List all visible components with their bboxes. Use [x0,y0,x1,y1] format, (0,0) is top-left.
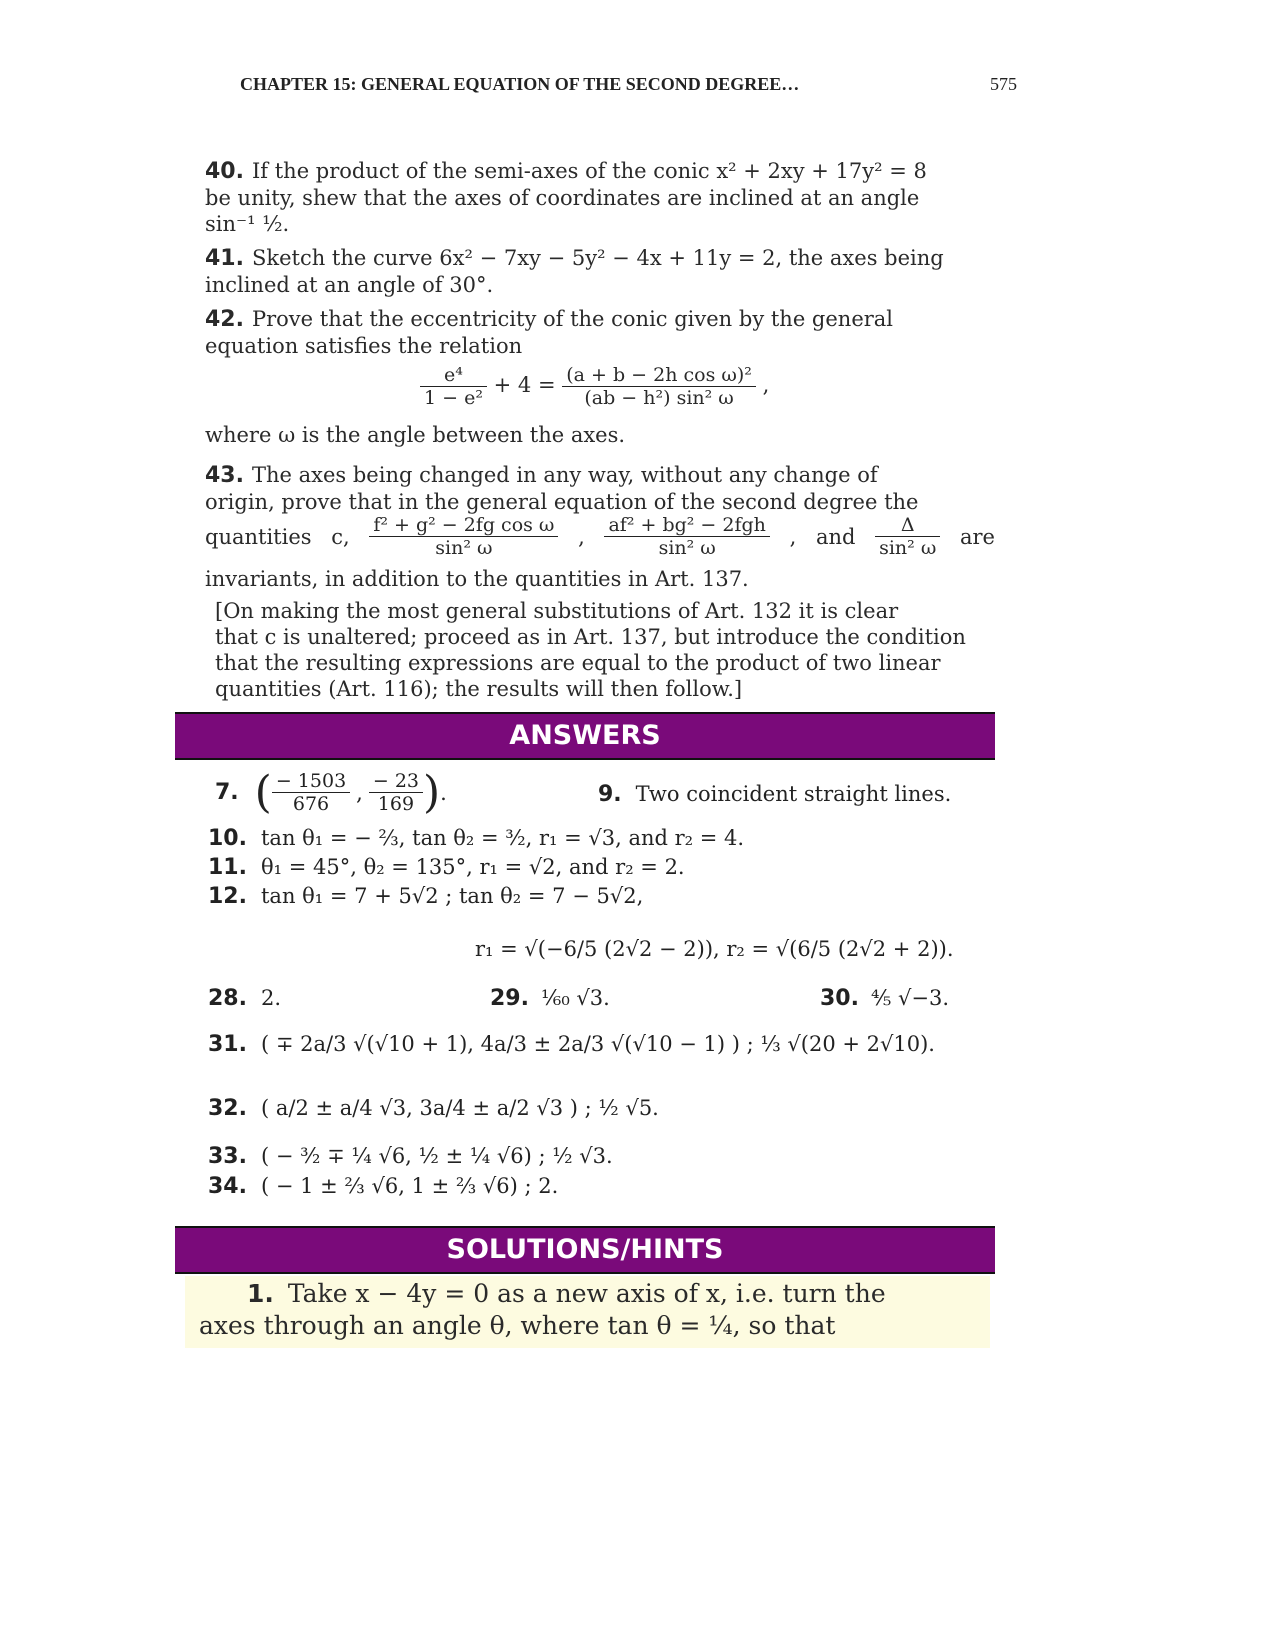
chapter-title: CHAPTER 15: GENERAL EQUATION OF THE SECOND DEGREE… [240,74,800,94]
problem-line: equation satisfies the relation [205,334,523,358]
answer-31 [208,1030,935,1059]
problem-40 [205,158,1005,237]
solution-text: Take x − 4y = 0 as a new axis of x, i.e. turn the [287,1279,886,1308]
formula-fraction: $\frac{\text{(a + b − 2h cos ω)²}}{\text{(ab − h²) sin² ω}}$ [562,364,756,409]
problem-number: 40. [205,159,244,184]
answer-text: ( a/2 ± a/4 √3, 3a/4 ± a/2 √3 ) ; ½ √5. [260,1096,659,1120]
problem-41 [205,245,1005,298]
note-line: [On making the most general substitutions of Art. 132 it is clear [215,599,899,623]
solution-line: axes through an angle θ, where tan θ = ¼, so that [199,1311,836,1340]
formula-operator: + 4 = [493,373,556,397]
answer-number: 29. [490,986,529,1011]
problem-number: 41. [205,246,244,271]
problem-43-note [215,598,1005,702]
note-line: that the resulting expressions are equal to the product of two linear [215,651,941,675]
formula-fraction: $\frac{\text{e⁴}}{\text{1 − e²}}$ [420,364,487,409]
note-line: that c is unaltered; proceed as in Art. 137, but introduce the condition [215,625,966,649]
answer-text: Two coincident straight lines. [635,782,952,806]
problem-text: are [960,524,995,549]
answer-12-radii: r₁ = √(−6/5 (2√2 − 2)), r₂ = √(6/5 (2√2 + 2)). [475,937,954,961]
answer-32 [208,1094,659,1123]
problem-text: c, [331,524,350,549]
note-line: quantities (Art. 116); the results will then follow.] [215,677,743,701]
answer-text: 2. [260,986,282,1010]
answer-text: ⅘ √−3. [870,986,950,1010]
divider [175,1272,995,1274]
problem-number: 43. [205,463,244,488]
solution-1-box [185,1276,990,1348]
answer-number: 7. [215,779,239,805]
answer-text: tan θ₁ = − ⅔, tan θ₂ = ³⁄₂, r₁ = √3, and r₂ = 4. [260,826,745,850]
problem-line: If the product of the semi-axes of the conic x² + 2xy + 17y² = 8 [251,159,927,183]
answer-33 [208,1142,613,1171]
answer-text: ( − ³⁄₂ ∓ ¼ √6, ½ ± ¼ √6) ; ½ √3. [260,1144,613,1168]
formula-fraction: $\frac{\text{af² + bg² − 2fgh}}{\text{sin² ω}}$ [604,514,769,559]
formula-tail: , [762,373,770,397]
problem-line: sin⁻¹ ½. [205,212,290,236]
answer-10 [208,824,744,853]
solution-line [185,1276,990,1310]
formula-fraction: $\frac{- 1503}{676}$ [272,770,350,815]
divider [175,758,995,760]
page-number: 575 [990,74,1017,94]
problem-number: 42. [205,307,244,332]
answer-29 [490,984,610,1013]
answer-number: 33. [208,1144,247,1169]
problem-line: invariants, in addition to the quantities in Art. 137. [205,567,749,591]
problem-line: where ω is the angle between the axes. [205,423,626,447]
formula-fraction: $\frac{\Delta}{\text{sin² ω}}$ [875,514,940,559]
answer-9 [598,780,951,809]
answer-number: 9. [598,782,622,807]
problem-line: The axes being changed in any way, without any change of [251,463,878,487]
answer-28 [208,984,281,1013]
problem-42 [205,306,1005,359]
solutions-heading: SOLUTIONS/HINTS [175,1226,995,1272]
answer-text: ( ∓ 2a/3 √(√10 + 1), 4a/3 ± 2a/3 √(√10 − 1) ) ; ⅓ √(20 + 2√10). [260,1032,935,1056]
formula-fraction: $\frac{\text{f² + g² − 2fg cos ω}}{\text{sin² ω}}$ [369,514,558,559]
problem-line: origin, prove that in the general equation of the second degree the [205,490,919,514]
answer-number: 28. [208,986,247,1011]
invariants-line: quantities c, $\frac{\text{f² + g² − 2fg cos ω}}{\text{sin² ω}}$ , $\frac{\text{af² + bg² − 2fgh}}{\text{sin² ω}}$ , and $\frac{\Delta}{\text{sin² ω}}$ are [205,514,995,559]
answer-text: ( − 1 ± ⅔ √6, 1 ± ⅔ √6) ; 2. [260,1174,559,1198]
problem-line: Prove that the eccentricity of the conic given by the general [251,307,894,331]
answer-34 [208,1172,558,1201]
problem-43 [205,462,1005,515]
problem-text: and [815,524,856,549]
problem-line: be unity, shew that the axes of coordinates are inclined at an angle [205,186,920,210]
answer-number: 12. [208,884,247,909]
answer-7: 7. ( $\frac{- 1503}{676}$ , $\frac{- 23}{169}$ ) . [215,766,447,818]
formula-fraction: $\frac{- 23}{169}$ [369,770,423,815]
answer-30 [820,984,949,1013]
problem-text: quantities [205,524,312,549]
solution-number: 1. [247,1279,274,1308]
problem-line: Sketch the curve 6x² − 7xy − 5y² − 4x + 11y = 2, the axes being [251,246,944,270]
answers-heading: ANSWERS [175,712,995,758]
answer-12 [208,882,643,911]
answer-number: 31. [208,1032,247,1057]
answer-text: θ₁ = 45°, θ₂ = 135°, r₁ = √2, and r₂ = 2. [260,855,685,879]
answer-number: 32. [208,1096,247,1121]
eccentricity-formula [420,364,769,409]
answer-text: ¹⁄₆₀ √3. [540,986,610,1010]
answer-number: 10. [208,826,247,851]
answer-number: 34. [208,1174,247,1199]
answer-11 [208,853,685,882]
problem-line: inclined at an angle of 30°. [205,273,494,297]
answer-text: tan θ₁ = 7 + 5√2 ; tan θ₂ = 7 − 5√2, [260,884,644,908]
answer-number: 30. [820,986,859,1011]
answer-number: 11. [208,855,247,880]
